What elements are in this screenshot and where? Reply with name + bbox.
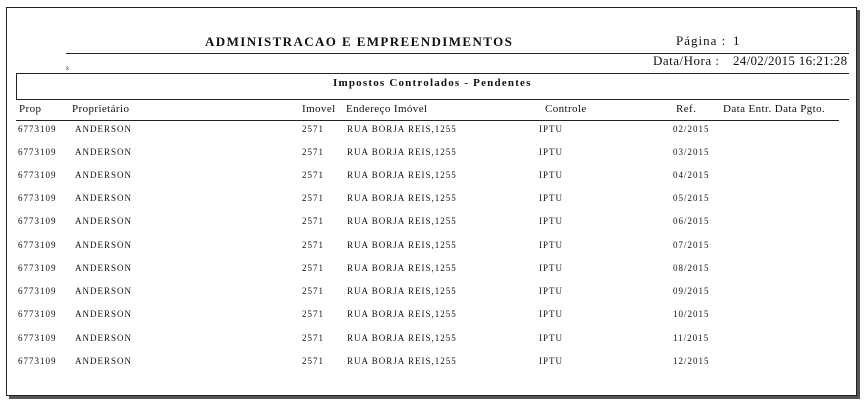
cell-prop: 6773109 — [18, 147, 57, 157]
cell-owner: ANDERSON — [75, 356, 133, 366]
column-header-control: Controle — [545, 103, 587, 115]
datetime-label: Data/Hora : — [653, 53, 720, 68]
cell-prop: 6773109 — [18, 356, 57, 366]
cell-ref: 11/2015 — [673, 333, 710, 343]
cell-property: 2571 — [302, 124, 324, 134]
cell-owner: ANDERSON — [75, 193, 133, 203]
cell-address: RUA BORJA REIS,1255 — [347, 170, 457, 180]
cell-control: IPTU — [539, 170, 563, 180]
cell-address: RUA BORJA REIS,1255 — [347, 124, 457, 134]
cell-address: RUA BORJA REIS,1255 — [347, 263, 457, 273]
cell-ref: 05/2015 — [673, 193, 710, 203]
cell-owner: ANDERSON — [75, 309, 133, 319]
cell-control: IPTU — [539, 356, 563, 366]
table-row — [0, 147, 865, 161]
datetime-value: 24/02/2015 16:21:28 — [733, 53, 848, 68]
cell-address: RUA BORJA REIS,1255 — [347, 193, 457, 203]
column-header-address: Endereço Imóvel — [346, 103, 428, 115]
subtitle-box-left — [16, 73, 17, 99]
cell-control: IPTU — [539, 333, 563, 343]
cell-control: IPTU — [539, 216, 563, 226]
cell-control: IPTU — [539, 240, 563, 250]
cell-address: RUA BORJA REIS,1255 — [347, 286, 457, 296]
cell-control: IPTU — [539, 309, 563, 319]
cell-owner: ANDERSON — [75, 124, 133, 134]
cell-ref: 08/2015 — [673, 263, 710, 273]
cell-prop: 6773109 — [18, 286, 57, 296]
cell-prop: 6773109 — [18, 333, 57, 343]
cell-prop: 6773109 — [18, 240, 57, 250]
column-header-dates: Data Entr. Data Pgto. — [723, 103, 826, 115]
table-row — [0, 333, 865, 347]
cell-prop: 6773109 — [18, 170, 57, 180]
cell-prop: 6773109 — [18, 124, 57, 134]
cell-ref: 04/2015 — [673, 170, 710, 180]
cell-owner: ANDERSON — [75, 147, 133, 157]
cell-prop: 6773109 — [18, 193, 57, 203]
cell-owner: ANDERSON — [75, 240, 133, 250]
cell-property: 2571 — [302, 286, 324, 296]
cell-ref: 10/2015 — [673, 309, 710, 319]
column-header-divider — [16, 120, 839, 121]
page-label: Página : — [676, 33, 727, 48]
cell-control: IPTU — [539, 193, 563, 203]
table-row — [0, 263, 865, 277]
cell-property: 2571 — [302, 240, 324, 250]
cell-ref: 09/2015 — [673, 286, 710, 296]
header-marker: s — [66, 64, 69, 72]
cell-address: RUA BORJA REIS,1255 — [347, 216, 457, 226]
cell-ref: 06/2015 — [673, 216, 710, 226]
cell-owner: ANDERSON — [75, 263, 133, 273]
table-row — [0, 193, 865, 207]
cell-address: RUA BORJA REIS,1255 — [347, 356, 457, 366]
cell-property: 2571 — [302, 216, 324, 226]
subtitle-box-bottom — [16, 99, 849, 100]
cell-property: 2571 — [302, 147, 324, 157]
cell-control: IPTU — [539, 124, 563, 134]
table-row — [0, 286, 865, 300]
column-header-property: Imovel — [302, 103, 336, 115]
cell-control: IPTU — [539, 286, 563, 296]
cell-address: RUA BORJA REIS,1255 — [347, 240, 457, 250]
cell-property: 2571 — [302, 193, 324, 203]
cell-owner: ANDERSON — [75, 216, 133, 226]
cell-address: RUA BORJA REIS,1255 — [347, 333, 457, 343]
column-header-owner: Proprietário — [72, 103, 130, 115]
table-row — [0, 216, 865, 230]
table-row — [0, 356, 865, 370]
cell-ref: 07/2015 — [673, 240, 710, 250]
header-divider — [66, 53, 849, 54]
cell-prop: 6773109 — [18, 309, 57, 319]
cell-property: 2571 — [302, 263, 324, 273]
cell-property: 2571 — [302, 356, 324, 366]
cell-owner: ANDERSON — [75, 286, 133, 296]
table-row — [0, 309, 865, 323]
table-row — [0, 240, 865, 254]
cell-prop: 6773109 — [18, 263, 57, 273]
cell-address: RUA BORJA REIS,1255 — [347, 309, 457, 319]
cell-owner: ANDERSON — [75, 170, 133, 180]
report-subtitle: Impostos Controlados - Pendentes — [333, 77, 532, 89]
cell-address: RUA BORJA REIS,1255 — [347, 147, 457, 157]
company-name: ADMINISTRACAO E EMPREENDIMENTOS — [205, 34, 514, 49]
cell-property: 2571 — [302, 333, 324, 343]
table-row — [0, 170, 865, 184]
cell-ref: 02/2015 — [673, 124, 710, 134]
column-header-prop: Prop — [19, 103, 42, 115]
cell-property: 2571 — [302, 309, 324, 319]
subtitle-box-top — [16, 73, 849, 74]
cell-property: 2571 — [302, 170, 324, 180]
page-number: 1 — [733, 33, 740, 48]
cell-prop: 6773109 — [18, 216, 57, 226]
cell-control: IPTU — [539, 147, 563, 157]
cell-ref: 03/2015 — [673, 147, 710, 157]
cell-ref: 12/2015 — [673, 356, 710, 366]
table-row — [0, 124, 865, 138]
column-header-ref: Ref. — [676, 103, 697, 115]
cell-owner: ANDERSON — [75, 333, 133, 343]
cell-control: IPTU — [539, 263, 563, 273]
